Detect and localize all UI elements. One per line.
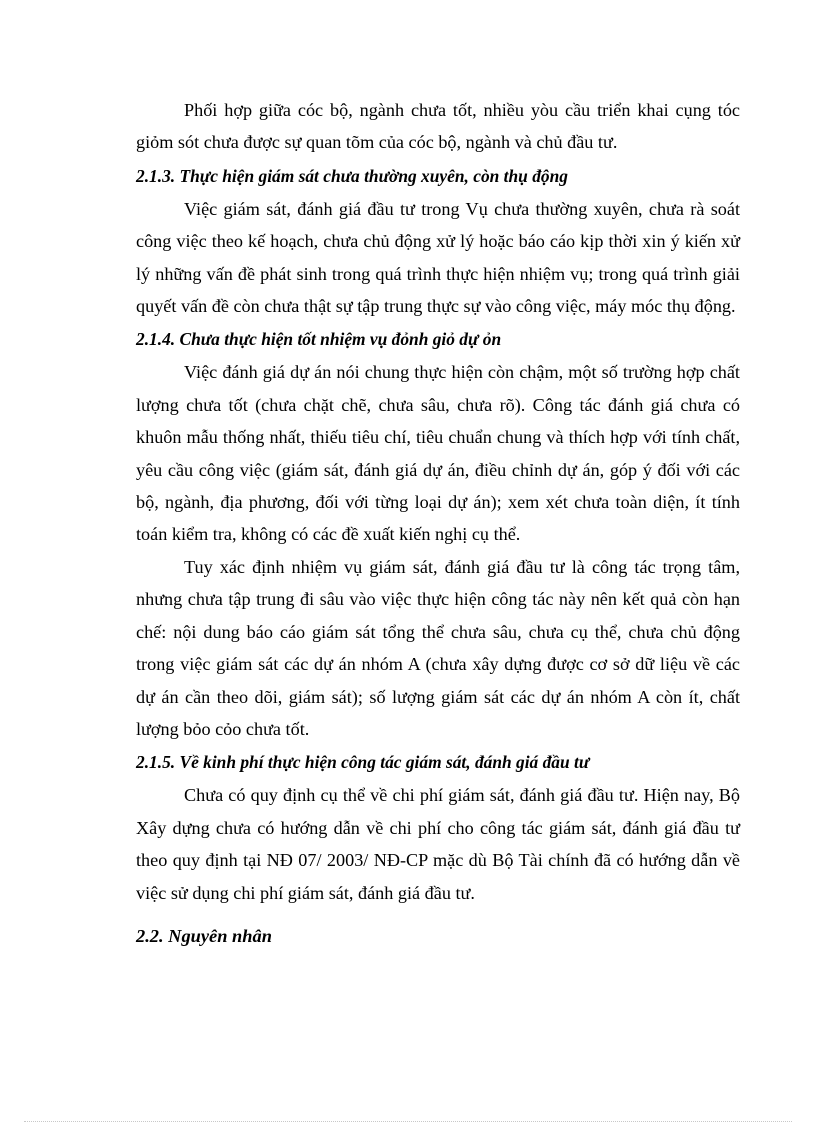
section-heading-2-1-4: 2.1.4. Chưa thực hiện tốt nhiệm vụ đỏnh giỏ dự ỏn (136, 329, 502, 350)
section-heading-2-1-5: 2.1.5. Về kinh phí thực hiện công tác giám sát, đánh giá đầu tư (136, 752, 590, 773)
page-bottom-divider (24, 1121, 792, 1122)
section-2-1-4-paragraph-2: Tuy xác định nhiệm vụ giám sát, đánh giá đầu tư là công tác trọng tâm, nhưng chưa tập trung đi sâu vào việc thực hiện công tác này nên kết quả còn hạn chế: nội dung báo cáo giám sát tổng thể chưa sâu, chưa cụ thể, chưa chủ động trong việc giám sát các dự án nhóm A (chưa xây dựng được cơ sở dữ liệu về các dự án cần theo dõi, giám sát); số lượng giám sát các dự án nhóm A còn ít, chất lượng bỏo cỏo chưa tốt. (136, 556, 740, 739)
section-2-1-5-paragraph-1: Chưa có quy định cụ thể về chi phí giám sát, đánh giá đầu tư. Hiện nay, Bộ Xây dựng chưa có hướng dẫn về chi phí cho công tác giám sát, đánh giá đầu tư theo quy định tại NĐ 07/ 2003/ NĐ-CP mặc dù Bộ Tài chính đã có hướng dẫn về việc sử dụng chi phí giám sát, đánh giá đầu tư. (136, 785, 740, 903)
section-2-1-4-paragraph-1: Việc đánh giá dự án nói chung thực hiện còn chậm, một số trường hợp chất lượng chưa tốt (chưa chặt chẽ, chưa sâu, chưa rõ). Công tác đánh giá chưa có khuôn mẫu thống nhất, thiếu tiêu chí, tiêu chuẩn chung và thích hợp với tính chất, yêu cầu công việc (giám sát, đánh giá dự án, điều chỉnh dự án, góp ý đối với các bộ, ngành, địa phương, đối với từng loại dự án); xem xét chưa toàn diện, ít tính toán kiểm tra, không có các đề xuất kiến nghị cụ thể. (136, 362, 740, 545)
section-heading-2-1-3: 2.1.3. Thực hiện giám sát chưa thường xuyên, còn thụ động (136, 165, 568, 186)
document-page (136, 94, 740, 953)
section-2-1-3-paragraph-1: Việc giám sát, đánh giá đầu tư trong Vụ chưa thường xuyên, chưa rà soát công việc theo kế hoạch, chưa chủ động xử lý hoặc báo cáo kịp thời xin ý kiến xử lý những vấn đề phát sinh trong quá trình thực hiện nhiệm vụ; trong quá trình giải quyết vấn đề còn chưa thật sự tập trung thực sự vào công việc, máy móc thụ động. (136, 198, 740, 317)
intro-paragraph: Phối hợp giữa cóc bộ, ngành chưa tốt, nhiều yòu cầu triển khai cụng tóc giỏm sót chưa được sự quan tõm của cóc bộ, ngành và chủ đầu tư. (136, 100, 740, 153)
section-heading-2-2: 2.2. Nguyên nhân (136, 925, 272, 946)
